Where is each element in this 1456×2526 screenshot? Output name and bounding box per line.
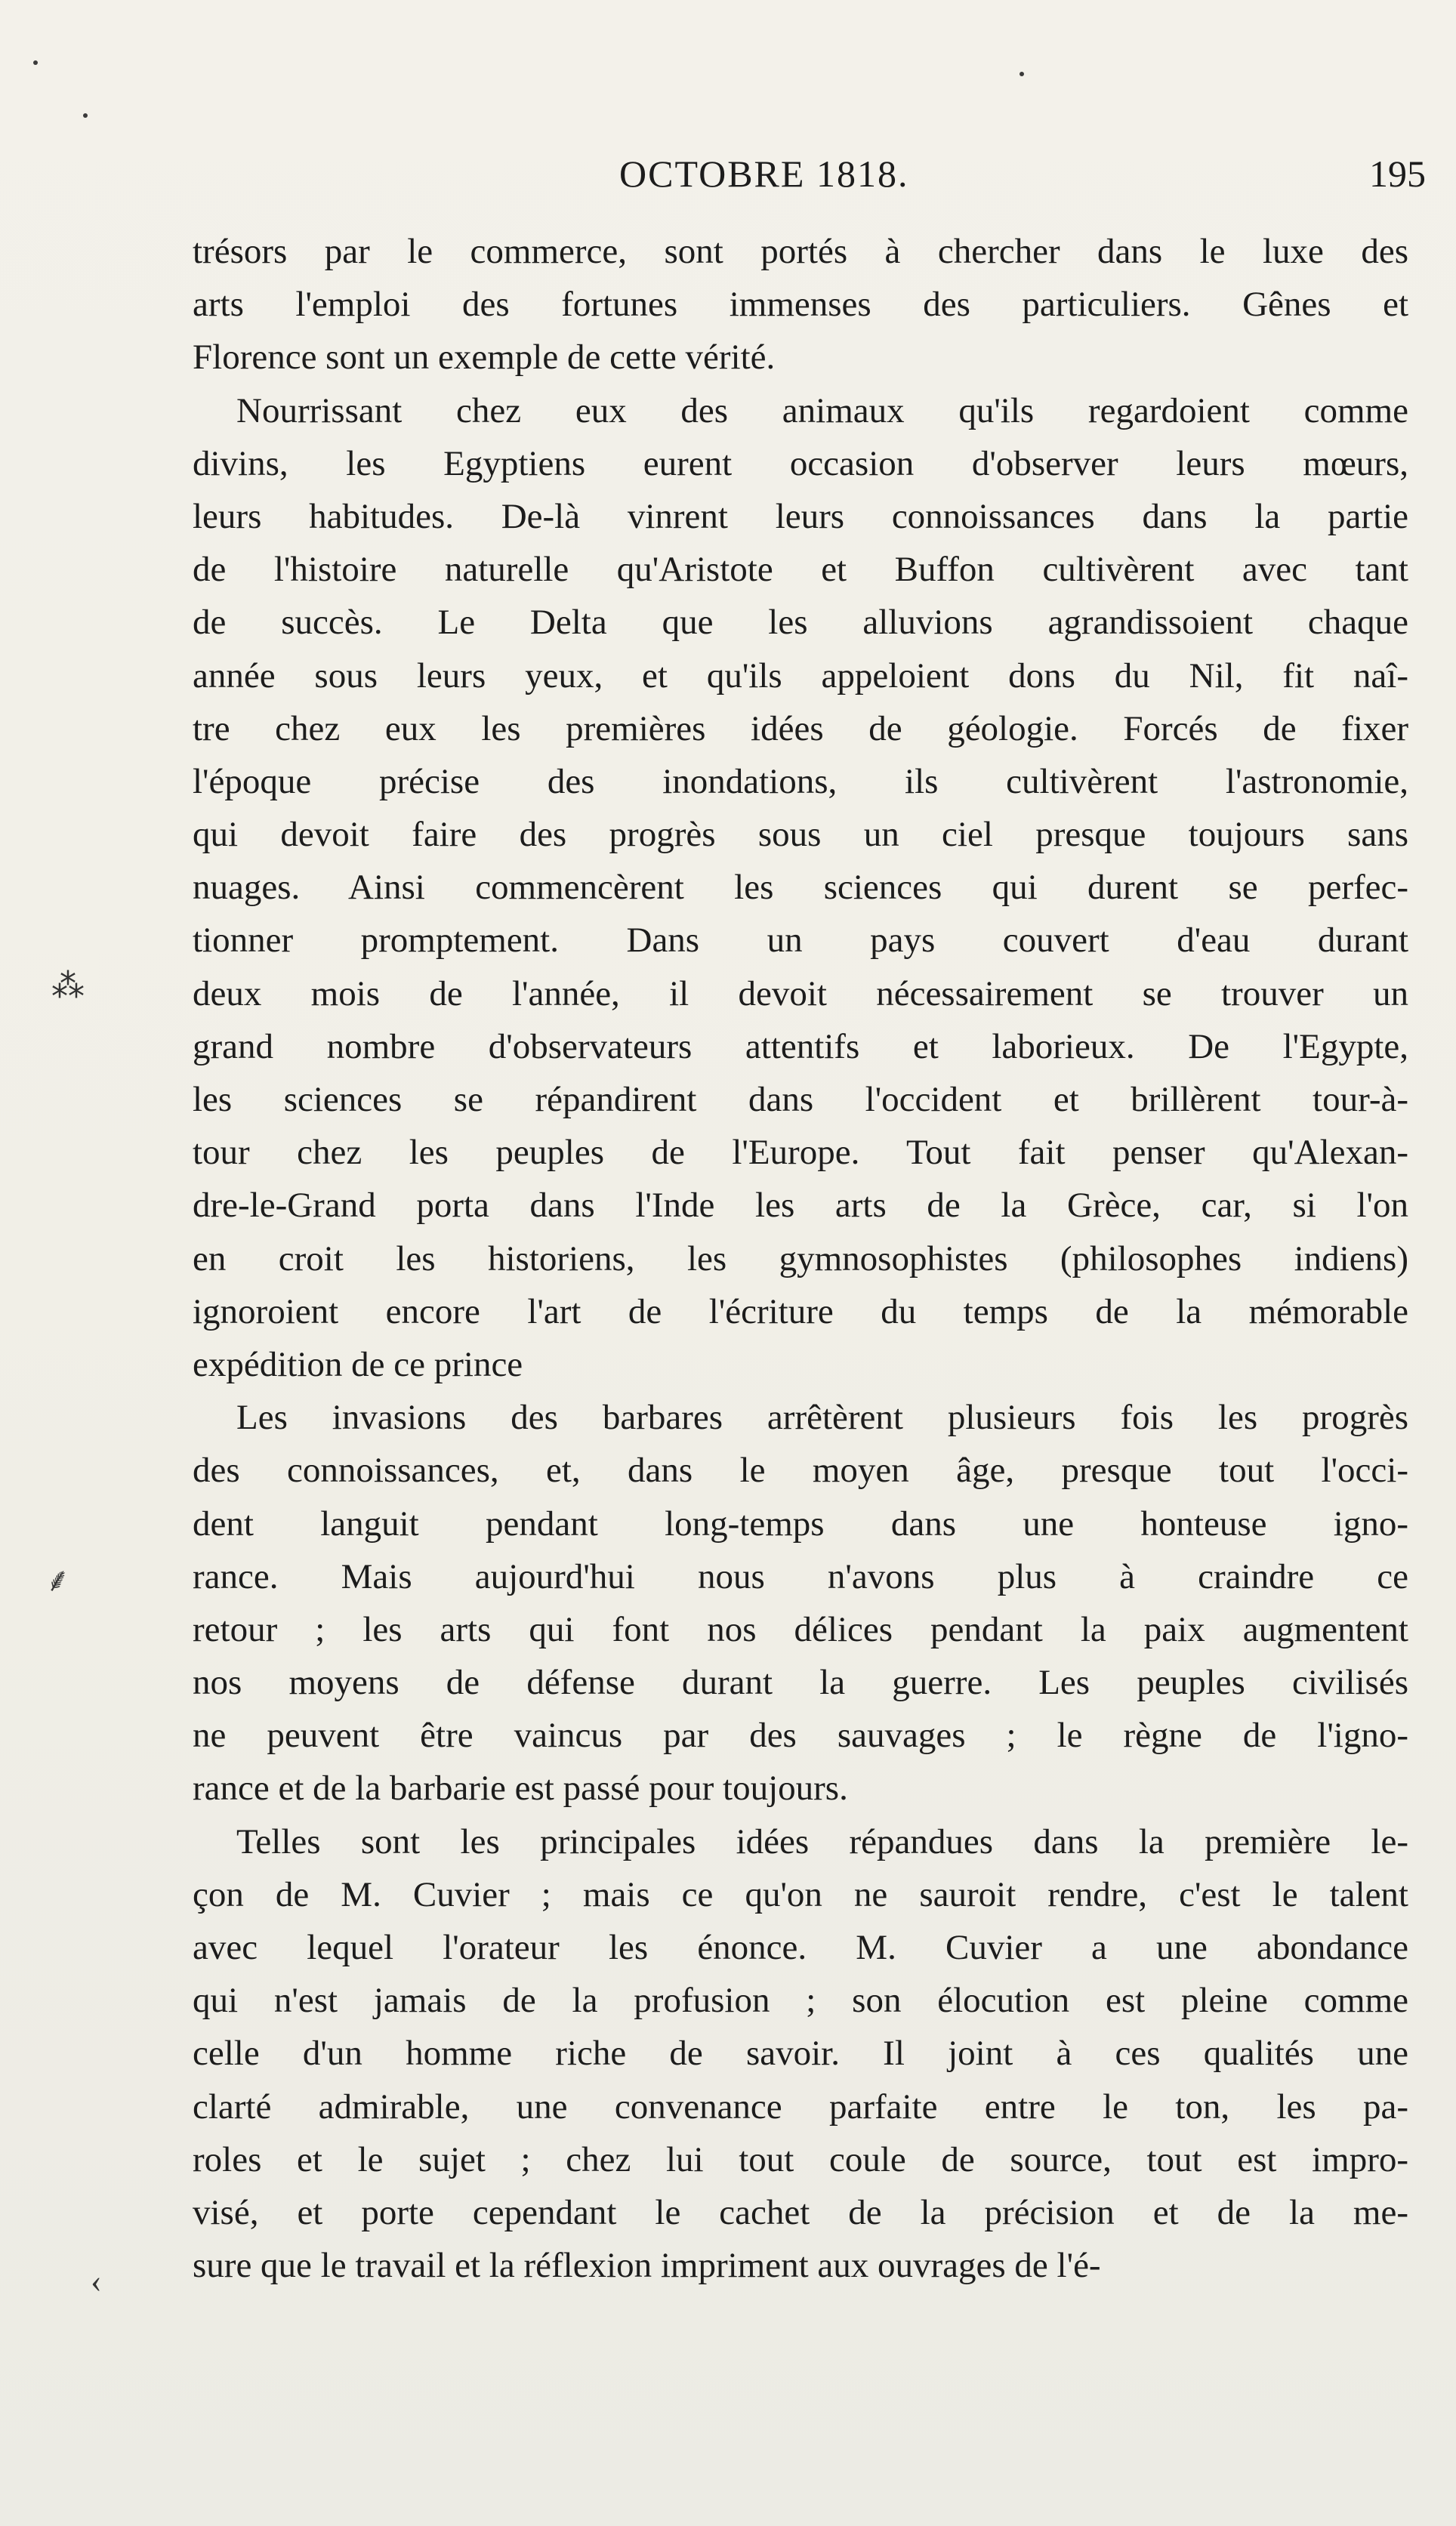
text-line: divins, les Egyptiens eurent occasion d'observer leurs mœurs, — [193, 443, 1408, 483]
text-line: de l'histoire naturelle qu'Aristote et Buffon cultivèrent avec tant — [193, 550, 1408, 590]
text-line: ignoroient encore l'art de l'écriture du temps de la mémorable — [193, 1291, 1408, 1331]
text-line: tionner promptement. Dans un pays couvert d'eau durant — [193, 921, 1408, 961]
text-line: celle d'un homme riche de savoir. Il joint à ces qualités une — [193, 2034, 1408, 2074]
paragraph — [193, 384, 1408, 1392]
text-line: arts l'emploi des fortunes immenses des particuliers. Gênes et — [193, 285, 1408, 325]
text-line: expédition de ce prince — [193, 1344, 523, 1384]
scan-speck — [33, 60, 38, 65]
text-line: ne peuvent être vaincus par des sauvages ; le règne de l'igno- — [193, 1716, 1408, 1756]
body-text — [193, 225, 1408, 2292]
text-line: de succès. Le Delta que les alluvions agrandissoient chaque — [193, 603, 1408, 643]
text-line: avec lequel l'orateur les énonce. M. Cuvier a une abondance — [193, 1928, 1408, 1967]
text-line: tre chez eux les premières idées de géologie. Forcés de fixer — [193, 708, 1408, 748]
text-line: rance. Mais aujourd'hui nous n'avons plus à craindre ce — [193, 1556, 1408, 1596]
text-line: les sciences se répandirent dans l'occident et brillèrent tour-à- — [193, 1080, 1408, 1119]
text-line: qui devoit faire des progrès sous un ciel presque toujours sans — [193, 815, 1408, 855]
text-line: en croit les historiens, les gymnosophistes (philosophes indiens) — [193, 1238, 1408, 1278]
text-line: année sous leurs yeux, et qu'ils appeloient dons du Nil, fit naî- — [193, 655, 1408, 695]
paragraph — [193, 1815, 1408, 2293]
text-line: sure que le travail et la réflexion impriment aux ouvrages de l'é- — [193, 2246, 1101, 2286]
text-line: Florence sont un exemple de cette vérité. — [193, 338, 776, 378]
page-number: 195 — [1369, 153, 1426, 195]
text-line: des connoissances, et, dans le moyen âge, presque tout l'occi- — [193, 1451, 1408, 1491]
text-line: qui n'est jamais de la profusion ; son élocution est pleine comme — [193, 1981, 1408, 2021]
text-line: deux mois de l'année, il devoit nécessairement se trouver un — [193, 973, 1408, 1013]
text-line: trésors par le commerce, sont portés à chercher dans le luxe des — [193, 232, 1408, 271]
running-title: OCTOBRE 1818. — [619, 153, 909, 195]
text-line: clarté admirable, une convenance parfaite entre le ton, les pa- — [193, 2086, 1408, 2127]
text-line: leurs habitudes. De-là vinrent leurs connoissances dans la partie — [193, 496, 1408, 536]
paragraphs — [193, 225, 1408, 2292]
text-line: visé, et porte cependant le cachet de la précision et de la me- — [193, 2192, 1408, 2232]
text-line: roles et le sujet ; chez lui tout coule de source, tout est impro- — [193, 2139, 1408, 2179]
text-line: tour chez les peuples de l'Europe. Tout fait penser qu'Alexan- — [193, 1133, 1408, 1173]
margin-mark: ⸙ — [45, 1562, 70, 1599]
scan-speck — [1020, 72, 1024, 76]
text-line: nuages. Ainsi commencèrent les sciences qui durent se perfec- — [193, 868, 1408, 908]
text-line: Les invasions des barbares arrêtèrent plusieurs fois les progrès — [236, 1398, 1408, 1438]
text-line: Nourrissant chez eux des animaux qu'ils regardoient comme — [236, 390, 1408, 430]
text-line: dent languit pendant long-temps dans une honteuse igno- — [193, 1504, 1408, 1544]
text-line: l'époque précise des inondations, ils cultivèrent l'astronomie, — [193, 761, 1408, 801]
paragraph — [193, 225, 1408, 384]
margin-mark: ‹ — [91, 2262, 102, 2299]
text-line: nos moyens de défense durant la guerre. Les peuples civilisés — [193, 1663, 1408, 1703]
margin-mark: ⁂ — [51, 967, 85, 1004]
text-line: Telles sont les principales idées répandues dans la première le- — [236, 1821, 1408, 1861]
text-line: retour ; les arts qui font nos délices pendant la paix augmentent — [193, 1609, 1408, 1649]
text-line: çon de M. Cuvier ; mais ce qu'on ne sauroit rendre, c'est le talent — [193, 1874, 1408, 1914]
text-line: dre-le-Grand porta dans l'Inde les arts de la Grèce, car, si l'on — [193, 1186, 1408, 1226]
paragraph — [193, 1391, 1408, 1815]
running-head — [0, 143, 1456, 204]
text-line: grand nombre d'observateurs attentifs et laborieux. De l'Egypte, — [193, 1026, 1408, 1066]
scan-speck — [83, 113, 88, 118]
text-line: rance et de la barbarie est passé pour toujours. — [193, 1769, 848, 1809]
